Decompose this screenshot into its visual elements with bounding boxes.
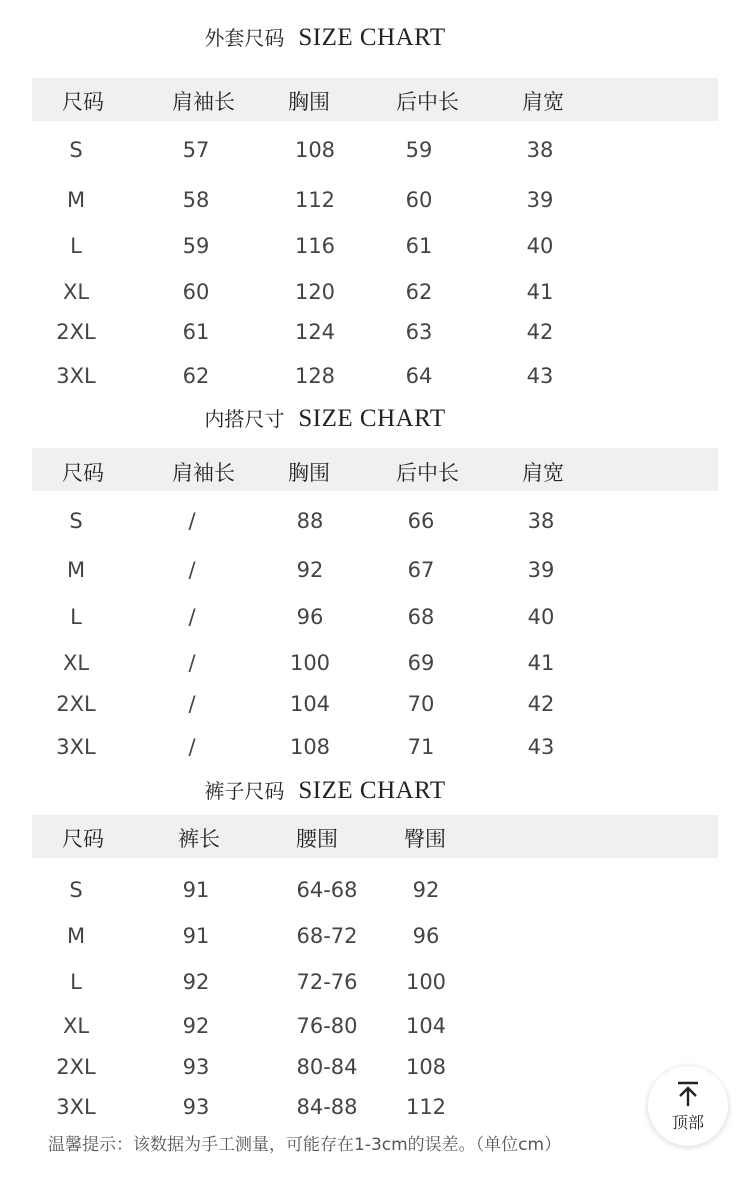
table-cell: 60 [182,280,210,304]
size-label: L [70,605,82,629]
size-label: 3XL [56,1095,96,1119]
table-cell: 40 [526,234,554,258]
table-cell: 64 [405,364,433,388]
table-cell: 68-72 [296,924,358,948]
table-cell: 59 [182,234,210,258]
section-title-pants [0,775,650,805]
table-cell: 100 [405,970,447,994]
size-label: XL [62,280,90,304]
size-label: 3XL [56,735,96,759]
table-cell: 108 [294,138,336,162]
table-cell: 120 [294,280,336,304]
table-cell: 41 [527,651,555,675]
size-label: S [69,878,83,902]
table-cell: 43 [526,364,554,388]
column-header: 裤长 [178,827,220,851]
column-header: 尺码 [62,461,104,485]
column-header: 后中长 [396,90,459,114]
table-cell: 43 [527,735,555,759]
table-cell: 92 [182,970,210,994]
table-cell: 67 [407,558,435,582]
size-label: XL [62,1014,90,1038]
table-cell: 92 [412,878,440,902]
table-cell: 80-84 [296,1055,358,1079]
table-cell: / [188,605,196,629]
table-cell: 72-76 [296,970,358,994]
column-header: 臀围 [404,827,446,851]
column-header: 腰围 [296,827,338,851]
title-cn: 外套尺码 [204,26,285,50]
measurement-note: 温馨提示：该数据为手工测量，可能存在1-3cm的误差。（单位cm） [48,1135,562,1155]
arrow-up-to-top-icon [674,1080,702,1108]
column-header: 后中长 [396,461,459,485]
size-label: 2XL [56,692,96,716]
size-label: 3XL [56,364,96,388]
table-cell: 41 [526,280,554,304]
column-header: 尺码 [62,90,104,114]
title-cn: 裤子尺码 [204,779,285,803]
column-header: 肩袖长 [172,90,235,114]
table-cell: 128 [294,364,336,388]
table-cell: 108 [289,735,331,759]
table-cell: 116 [294,234,336,258]
back-to-top-button[interactable] [648,1066,728,1146]
table-cell: 112 [405,1095,447,1119]
table-cell: 108 [405,1055,447,1079]
table-cell: 104 [289,692,331,716]
size-label: S [69,138,83,162]
size-label: M [66,558,86,582]
size-label: M [66,924,86,948]
table-cell: 39 [526,188,554,212]
table-cell: 62 [182,364,210,388]
table-cell: 69 [407,651,435,675]
table-cell: 61 [182,320,210,344]
size-label: XL [62,651,90,675]
table-cell: 124 [294,320,336,344]
table-cell: 104 [405,1014,447,1038]
table-cell: / [188,558,196,582]
table-header-band [32,448,718,491]
table-cell: 112 [294,188,336,212]
column-header: 肩宽 [522,90,564,114]
table-cell: 59 [405,138,433,162]
size-label: M [66,188,86,212]
back-to-top-label: 顶部 [671,1112,704,1132]
table-cell: 66 [407,509,435,533]
table-cell: 91 [182,878,210,902]
table-cell: 38 [526,138,554,162]
table-cell: 42 [527,692,555,716]
table-cell: / [188,692,196,716]
table-cell: 68 [407,605,435,629]
table-cell: 61 [405,234,433,258]
column-header: 尺码 [62,827,104,851]
title-cn: 内搭尺寸 [204,407,285,431]
table-cell: / [188,735,196,759]
table-header-band [32,78,718,121]
size-label: L [70,970,82,994]
table-cell: 60 [405,188,433,212]
column-header: 胸围 [288,90,330,114]
size-label: L [70,234,82,258]
table-cell: 93 [182,1055,210,1079]
table-cell: 58 [182,188,210,212]
table-cell: 40 [527,605,555,629]
title-en: SIZE CHART [298,24,446,51]
table-cell: 93 [182,1095,210,1119]
table-cell: / [188,509,196,533]
table-cell: 63 [405,320,433,344]
table-cell: 96 [412,924,440,948]
table-cell: 42 [526,320,554,344]
table-cell: 71 [407,735,435,759]
table-cell: 92 [182,1014,210,1038]
table-cell: 57 [182,138,210,162]
column-header: 胸围 [288,461,330,485]
table-cell: 62 [405,280,433,304]
table-cell: / [188,651,196,675]
table-cell: 39 [527,558,555,582]
table-cell: 70 [407,692,435,716]
table-cell: 92 [296,558,324,582]
table-header-band [32,815,718,858]
title-en: SIZE CHART [298,405,446,432]
title-en: SIZE CHART [298,777,446,804]
size-label: 2XL [56,320,96,344]
size-label: S [69,509,83,533]
section-title-inner [0,403,650,433]
table-cell: 100 [289,651,331,675]
table-cell: 91 [182,924,210,948]
table-cell: 96 [296,605,324,629]
column-header: 肩袖长 [172,461,235,485]
section-title-jacket [0,22,650,52]
table-cell: 76-80 [296,1014,358,1038]
table-cell: 38 [527,509,555,533]
table-cell: 84-88 [296,1095,358,1119]
table-cell: 64-68 [296,878,358,902]
column-header: 肩宽 [522,461,564,485]
table-cell: 88 [296,509,324,533]
size-label: 2XL [56,1055,96,1079]
